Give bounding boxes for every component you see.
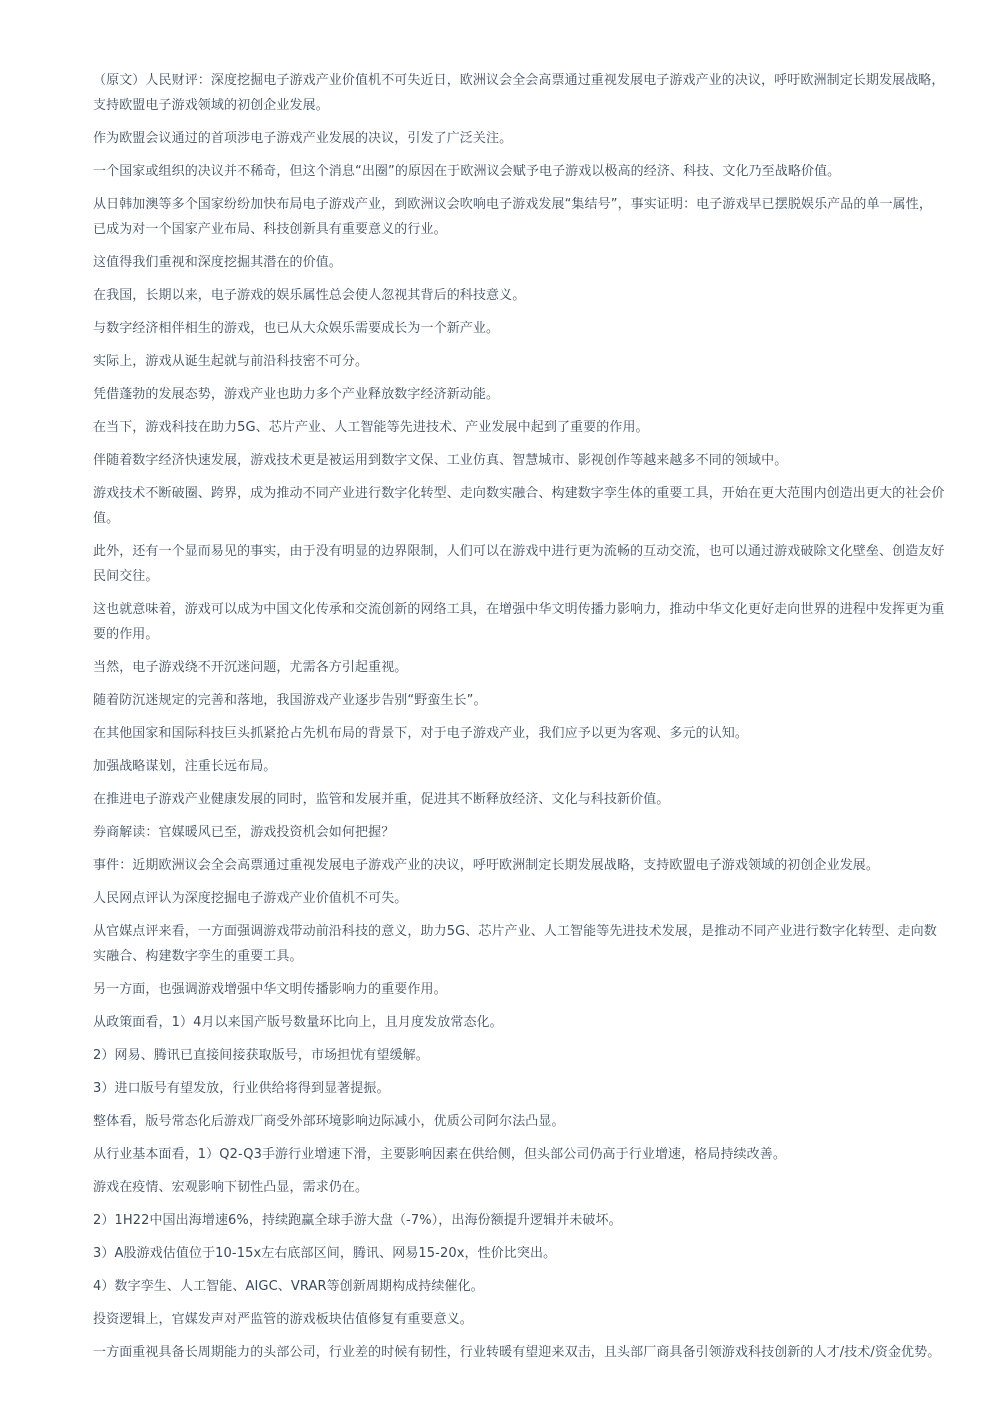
paragraph: 券商解读：官媒暖风已至，游戏投资机会如何把握？ — [93, 825, 395, 840]
paragraph: 此外，还有一个显而易见的事实，由于没有明显的边界限制，人们可以在游戏中进行更为流畅的互动交流，也可以通过游戏破除文化壁垒、创造友好民间交往。 — [93, 544, 945, 584]
paragraph: 在我国，长期以来，电子游戏的娱乐属性总会使人忽视其背后的科技意义。 — [93, 288, 526, 303]
paragraph: 实际上，游戏从诞生起就与前沿科技密不可分。 — [93, 354, 369, 369]
paragraph: 在当下，游戏科技在助力5G、芯片产业、人工智能等先进技术、产业发展中起到了重要的作用。 — [93, 420, 649, 435]
paragraph: 随着防沉迷规定的完善和落地，我国游戏产业逐步告别“野蛮生长”。 — [93, 693, 487, 708]
paragraph: 凭借蓬勃的发展态势，游戏产业也助力多个产业释放数字经济新动能。 — [93, 387, 500, 402]
paragraph: 从日韩加澳等多个国家纷纷加快布局电子游戏产业，到欧洲议会吹响电子游戏发展“集结号”，事实证明：电子游戏早已摆脱娱乐产品的单一属性，已成为对一个国家产业布局、科技创新具有重要意义的行业。 — [93, 197, 932, 237]
paragraph: （原文）人民财评：深度挖掘电子游戏产业价值机不可失近日，欧洲议会全会高票通过重视发展电子游戏产业的决议，呼吁欧洲制定长期发展战略，支持欧盟电子游戏领域的初创企业发展。 — [93, 73, 945, 113]
paragraph: 这也就意味着，游戏可以成为中国文化传承和交流创新的网络工具，在增强中华文明传播力影响力，推动中华文化更好走向世界的进程中发挥更为重要的作用。 — [93, 602, 945, 642]
paragraph: 整体看，版号常态化后游戏厂商受外部环境影响边际减小，优质公司阿尔法凸显。 — [93, 1114, 565, 1129]
paragraph: 2）1H22中国出海增速6%，持续跑赢全球手游大盘（-7%），出海份额提升逻辑并未破坏。 — [93, 1213, 622, 1228]
paragraph: 4）数字孪生、人工智能、AIGC、VRAR等创新周期构成持续催化。 — [93, 1279, 484, 1294]
paragraph: 加强战略谋划，注重长远布局。 — [93, 759, 277, 774]
article-body — [93, 68, 945, 1373]
paragraph: 从行业基本面看，1）Q2-Q3手游行业增速下滑，主要影响因素在供给侧，但头部公司仍高于行业增速，格局持续改善。 — [93, 1147, 786, 1162]
paragraph: 3）A股游戏估值位于10-15x左右底部区间，腾讯、网易15-20x，性价比突出。 — [93, 1246, 557, 1261]
paragraph: 3）进口版号有望发放，行业供给将得到显著提振。 — [93, 1081, 390, 1096]
paragraph: 这值得我们重视和深度挖掘其潜在的价值。 — [93, 255, 342, 270]
paragraph: 当然，电子游戏绕不开沉迷问题，尤需各方引起重视。 — [93, 660, 408, 675]
paragraph: 一方面重视具备长周期能力的头部公司，行业差的时候有韧性，行业转暖有望迎来双击，且头部厂商具备引领游戏科技创新的人才/技术/资金优势。 — [93, 1345, 941, 1360]
paragraph: 伴随着数字经济快速发展，游戏技术更是被运用到数字文保、工业仿真、智慧城市、影视创作等越来越多不同的领域中。 — [93, 453, 788, 468]
paragraph: 人民网点评认为深度挖掘电子游戏产业价值机不可失。 — [93, 891, 408, 906]
paragraph: 投资逻辑上，官媒发声对严监管的游戏板块估值修复有重要意义。 — [93, 1312, 473, 1327]
paragraph: 游戏在疫情、宏观影响下韧性凸显，需求仍在。 — [93, 1180, 369, 1195]
paragraph: 从官媒点评来看，一方面强调游戏带动前沿科技的意义，助力5G、芯片产业、人工智能等先进技术发展，是推动不同产业进行数字化转型、走向数实融合、构建数字孪生的重要工具。 — [93, 924, 937, 964]
paragraph: 游戏技术不断破圈、跨界，成为推动不同产业进行数字化转型、走向数实融合、构建数字孪生体的重要工具，开始在更大范围内创造出更大的社会价值。 — [93, 486, 945, 526]
paragraph: 另一方面，也强调游戏增强中华文明传播影响力的重要作用。 — [93, 982, 447, 997]
paragraph: 在推进电子游戏产业健康发展的同时，监管和发展并重，促进其不断释放经济、文化与科技新价值。 — [93, 792, 670, 807]
paragraph: 在其他国家和国际科技巨头抓紧抢占先机布局的背景下，对于电子游戏产业，我们应予以更为客观、多元的认知。 — [93, 726, 749, 741]
paragraph: 2）网易、腾讯已直接间接获取版号，市场担忧有望缓解。 — [93, 1048, 429, 1063]
paragraph: 事件：近期欧洲议会全会高票通过重视发展电子游戏产业的决议，呼吁欧洲制定长期发展战略，支持欧盟电子游戏领域的初创企业发展。 — [93, 858, 880, 873]
paragraph: 一个国家或组织的决议并不稀奇，但这个消息“出圈”的原因在于欧洲议会赋予电子游戏以极高的经济、科技、文化乃至战略价值。 — [93, 164, 841, 179]
paragraph: 从政策面看，1）4月以来国产版号数量环比向上，且月度发放常态化。 — [93, 1015, 503, 1030]
paragraph: 与数字经济相伴相生的游戏，也已从大众娱乐需要成长为一个新产业。 — [93, 321, 500, 336]
paragraph: 作为欧盟会议通过的首项涉电子游戏产业发展的决议，引发了广泛关注。 — [93, 131, 513, 146]
